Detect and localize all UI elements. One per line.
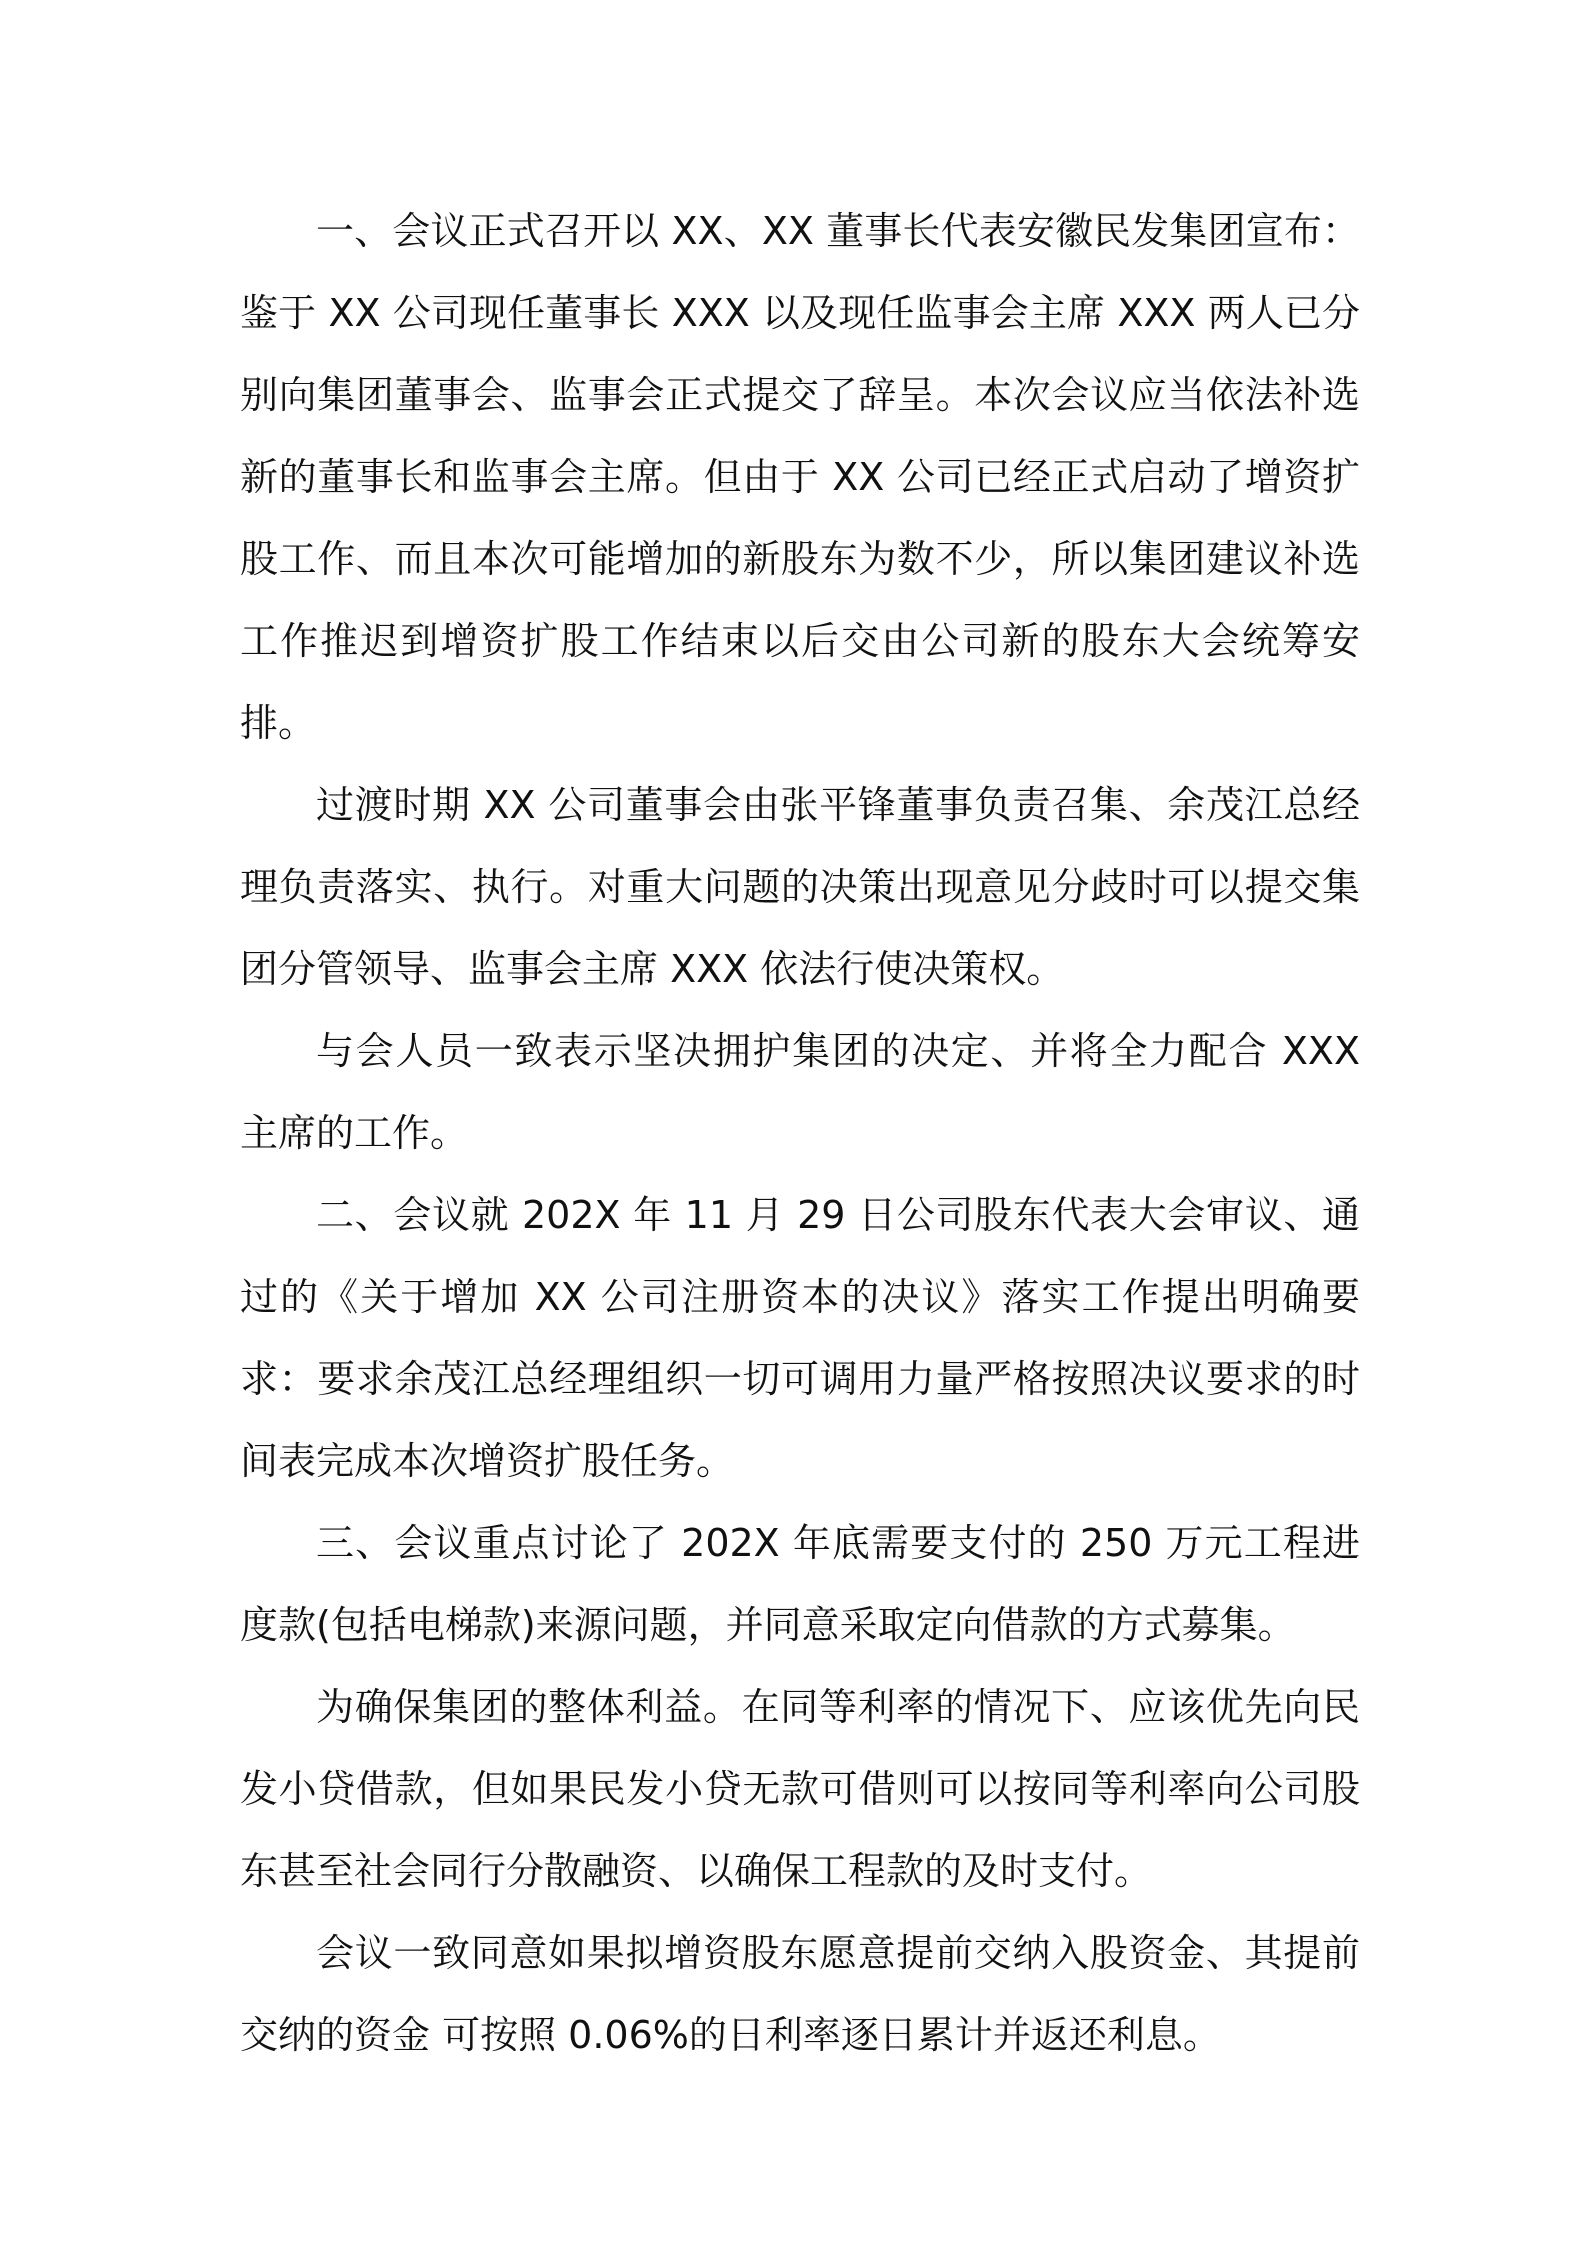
paragraph-2: 过渡时期 XX 公司董事会由张平锋董事负责召集、余茂江总经理负责落实、执行。对重大问题的决策出现意见分歧时可以提交集团分管领导、监事会主席 XXX 依法行使决策权。	[240, 783, 1360, 991]
document-body	[240, 190, 1360, 2076]
paragraph-6: 为确保集团的整体利益。在同等利率的情况下、应该优先向民发小贷借款，但如果民发小贷无款可借则可以按同等利率向公司股东甚至社会同行分散融资、以确保工程款的及时支付。	[240, 1685, 1360, 1893]
paragraph-3: 与会人员一致表示坚决拥护集团的决定、并将全力配合 XXX 主席的工作。	[240, 1029, 1360, 1155]
paragraph-5: 三、会议重点讨论了 202X 年底需要支付的 250 万元工程进度款(包括电梯款)来源问题，并同意采取定向借款的方式募集。	[240, 1521, 1360, 1647]
paragraph-1: 一、会议正式召开以 XX、XX 董事长代表安徽民发集团宣布：鉴于 XX 公司现任董事长 XXX 以及现任监事会主席 XXX 两人已分别向集团董事会、监事会正式提交了辞呈。本次会议应当依法补选新的董事长和监事会主席。但由于 XX 公司已经正式启动了增资扩股工作、而且本次可能增加的新股东为数不少，所以集团建议补选工作推迟到增资扩股工作结束以后交由公司新的股东大会统筹安排。	[240, 209, 1360, 745]
paragraph-7: 会议一致同意如果拟增资股东愿意提前交纳入股资金、其提前交纳的资金 可按照 0.06%的日利率逐日累计并返还利息。	[240, 1931, 1360, 2057]
paragraph-4: 二、会议就 202X 年 11 月 29 日公司股东代表大会审议、通过的《关于增加 XX 公司注册资本的决议》落实工作提出明确要求：要求余茂江总经理组织一切可调用力量严格按照决议要求的时间表完成本次增资扩股任务。	[240, 1193, 1360, 1483]
